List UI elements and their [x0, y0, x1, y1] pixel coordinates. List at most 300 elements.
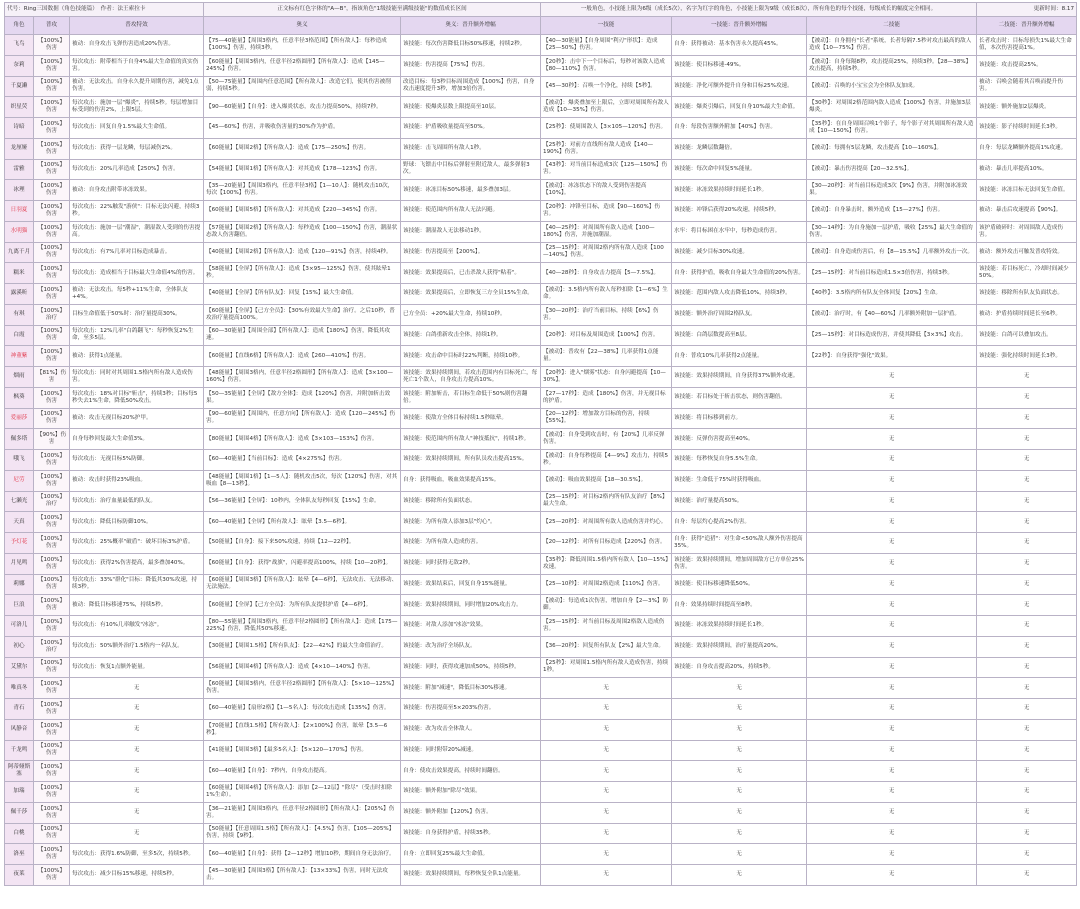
role-name-cell: 奈莉	[5, 55, 34, 76]
normal-attack-cell: 【100%】伤害	[34, 387, 70, 408]
skill-two-upgrade-cell: 无	[977, 802, 1077, 823]
ultimate-cell: 【56能量】【周围4格】【所有敌人】：造成【4×10—140%】伤害。	[204, 657, 401, 678]
skill-table	[4, 2, 1077, 886]
attack-effect-cell: 每次攻击：获得2%伤害提高，最多叠加40%。	[70, 553, 204, 574]
attack-effect-cell: 每次攻击：33%"群化"目标：降低其30%攻速，持续3秒。	[70, 574, 204, 595]
ultimate-upgrade-cell: 自身：立即回复25%最大生命值。	[401, 844, 541, 865]
attack-effect-cell: 每次攻击：造成相当于目标最大生命值4%的伤害。	[70, 263, 204, 284]
skill-one-cell: 无	[541, 823, 672, 844]
skill-one-upgrade-cell: 自身：获得护盾，吸收自身最大生命值的20%伤害。	[672, 263, 807, 284]
skill-two-cell: 【22秒】：自身获得"强化"效果。	[807, 346, 977, 367]
table-row	[5, 429, 1077, 450]
skill-two-upgrade-cell: 无	[977, 429, 1077, 450]
table-row	[5, 574, 1077, 595]
ultimate-upgrade-cell: 该技能：伤害提高至5×203%伤害。	[401, 699, 541, 720]
ultimate-cell: 【60—40能量】【当前目标】：造成【4×275%】伤害。	[204, 450, 401, 471]
ultimate-cell: 【60—30能量】【周围全部】【所有敌人】：造成【180%】伤害，降低其攻速。	[204, 325, 401, 346]
normal-attack-cell: 【90%】伤害	[34, 429, 70, 450]
skill-one-upgrade-cell: 该技能：反弹伤害提高至40%。	[672, 429, 807, 450]
skill-one-cell: 【30—20秒】：治疗当前目标，持续【6%】伤害。	[541, 304, 672, 325]
attack-effect-cell: 被动：降低目标移速75%，持续5秒。	[70, 595, 204, 616]
skill-one-upgrade-cell: 该技能：将目标移到前方。	[672, 408, 807, 429]
skill-two-cell: 无	[807, 450, 977, 471]
skill-one-upgrade-cell: 无	[672, 699, 807, 720]
attack-effect-cell: 每次攻击：附带相当于自身4%最大生命值的真实伤害。	[70, 55, 204, 76]
skill-two-cell: 无	[807, 699, 977, 720]
skill-two-cell: 无	[807, 719, 977, 740]
attack-effect-cell: 无	[70, 699, 204, 720]
skill-one-cell: 无	[541, 740, 672, 761]
table-row	[5, 740, 1077, 761]
ultimate-cell: 【50—75能量】【周围内任意范围】【所有敌人】：改造它们，使其伤害被削弱，持续5秒。	[204, 76, 401, 97]
ultimate-upgrade-cell: 该技能：攻击命中目标时22%判断，持续10秒。	[401, 346, 541, 367]
role-name-cell: 哦飞	[5, 450, 34, 471]
normal-attack-cell: 【100%】伤害	[34, 221, 70, 242]
skill-two-cell: 无	[807, 574, 977, 595]
normal-attack-cell: 【100%】伤害	[34, 740, 70, 761]
skill-two-upgrade-cell: 自身：每层龙鳞额外提高1%攻速。	[977, 138, 1077, 159]
normal-attack-cell: 【100%】伤害	[34, 865, 70, 886]
attack-effect-cell: 每次攻击：恢复1点额外能量。	[70, 657, 204, 678]
ultimate-upgrade-cell: 该技能：使爆炎层数上限提高至10层。	[401, 97, 541, 118]
table-row	[5, 823, 1077, 844]
skill-two-upgrade-cell: 无	[977, 553, 1077, 574]
skill-one-cell: 【25—20秒】：对周围所有敌人造成伤害并灼心。	[541, 512, 672, 533]
skill-two-cell: 无	[807, 512, 977, 533]
skill-one-cell: 无	[541, 782, 672, 803]
attack-effect-cell: 被动：无法攻击。每5秒+11%生命，全体队友+4%。	[70, 284, 204, 305]
ultimate-upgrade-cell: 该技能：效果持续期间，每秒恢复全队1点能量。	[401, 865, 541, 886]
skill-two-upgrade-cell: 无	[977, 491, 1077, 512]
ultimate-cell: 【75—40能量】【周围3格内，任意半径3格范围】【所有敌人】：每秒造成【100%】伤害，持续3秒。	[204, 35, 401, 56]
skill-one-upgrade-cell: 水牢：将目标困在水牢中，每秒造成伤害。	[672, 221, 807, 242]
role-name-cell: 露溪昕	[5, 284, 34, 305]
skill-two-upgrade-cell: 无	[977, 636, 1077, 657]
ultimate-upgrade-cell: 该技能：冰冻目标50%移速，最多叠加3层。	[401, 180, 541, 201]
skill-two-upgrade-cell: 该技能：影子持续时间延长3秒。	[977, 118, 1077, 139]
skill-one-cell: 【25秒】：对周围1.5格内所有敌人造成伤害，持续1秒。	[541, 657, 672, 678]
skill-one-cell: 【27—17秒】：造成【180%】伤害，并无视目标的护盾。	[541, 387, 672, 408]
role-name-cell: 飞鸟	[5, 35, 34, 56]
role-name-cell: 烟雨	[5, 367, 34, 388]
skill-two-cell: 【被动】：自身暴击时，额外造成【15—27%】伤害。	[807, 201, 977, 222]
table-row	[5, 97, 1077, 118]
table-row	[5, 55, 1077, 76]
skill-two-cell: 无	[807, 616, 977, 637]
ultimate-upgrade-cell: 自身：获得吸血，吸血效果提高15%。	[401, 470, 541, 491]
role-name-cell: 白桃	[5, 823, 34, 844]
role-name-cell: 艾黛尔	[5, 657, 34, 678]
table-row	[5, 138, 1077, 159]
normal-attack-cell: 【100%】伤害	[34, 35, 70, 56]
role-name-cell: 雷雅	[5, 159, 34, 180]
attack-effect-cell: 每次攻击：50%额外治疗1.5格内一名队友。	[70, 636, 204, 657]
attack-effect-cell: 每次攻击：25%概率"破盾"：破坏目标3%护盾。	[70, 533, 204, 554]
skill-two-cell: 无	[807, 387, 977, 408]
ultimate-upgrade-cell: 该技能：效果持续期间，所有队员攻击提高15%。	[401, 450, 541, 471]
skill-one-upgrade-cell: 自身：获得被动：基本伤害永久提高45%。	[672, 35, 807, 56]
update-time: 更新时间：8.17	[977, 3, 1077, 17]
skill-one-upgrade-cell: 该技能：每秒恢复自身5.5%生命。	[672, 450, 807, 471]
skill-two-upgrade-cell: 无	[977, 782, 1077, 803]
ultimate-cell: 【90—60能量】【自身】：进入爆炎状态，攻击力提高50%，持续7秒。	[204, 97, 401, 118]
skill-one-upgrade-cell: 该技能：白鸽层数提高至8层。	[672, 325, 807, 346]
skill-two-upgrade-cell: 无	[977, 450, 1077, 471]
attack-effect-cell: 每次攻击：有7%几率对目标造成暴击。	[70, 242, 204, 263]
skill-two-cell: 无	[807, 823, 977, 844]
skill-two-cell: 无	[807, 491, 977, 512]
role-name-cell: 糯米	[5, 263, 34, 284]
ultimate-upgrade-cell: 该技能：为所有敌人造成伤害。	[401, 533, 541, 554]
skill-one-upgrade-cell: 该技能：冰冻效果持续时间延长1秒。	[672, 616, 807, 637]
role-name-cell: 枫葵	[5, 387, 34, 408]
skill-two-upgrade-cell: 无	[977, 512, 1077, 533]
skill-one-upgrade-cell: 无	[672, 761, 807, 782]
ultimate-cell: 【57能量】【周围2格】【所有敌人】：每秒造成【100—150%】伤害，潮湿状态敌人伤害翻倍。	[204, 221, 401, 242]
skill-one-upgrade-cell: 无	[672, 782, 807, 803]
skill-two-cell: 无	[807, 367, 977, 388]
skill-two-upgrade-cell: 被动：暴击几率提高10%。	[977, 159, 1077, 180]
skill-two-cell: 【被动】：自身拥有"长者"系统，长者每隔7.5秒对攻击最高的敌人造成【10—75%】伤害。	[807, 35, 977, 56]
skill-two-cell: 无	[807, 678, 977, 699]
normal-attack-cell: 【100%】伤害	[34, 761, 70, 782]
attack-effect-cell: 每次攻击：治疗血量最低的队友。	[70, 491, 204, 512]
attack-effect-cell: 每次攻击：回复自身1.5%最大生命值。	[70, 118, 204, 139]
attack-effect-cell: 被动：攻击时获得23%吸血。	[70, 470, 204, 491]
skill-two-cell: 无	[807, 429, 977, 450]
skill-one-upgrade-cell: 自身：效果持续时间提高至8秒。	[672, 595, 807, 616]
skill-one-upgrade-cell: 该技能：额外治疗周围2格队友。	[672, 304, 807, 325]
skill-one-cell: 【20秒】：进入"烟雾"状态：自身闪避提高【10—30%】。	[541, 367, 672, 388]
range-note: 正文标有红色字体的"A—B"，指该角色"1级技能至满级技能"的数值成长区间	[204, 3, 541, 17]
normal-attack-cell: 【100%】伤害	[34, 782, 70, 803]
role-name-cell: 七濑光	[5, 491, 34, 512]
skill-two-upgrade-cell: 无	[977, 470, 1077, 491]
column-header-row	[5, 17, 1077, 35]
header-skill-one: 一技能	[541, 17, 672, 35]
role-name-cell: 予灯花	[5, 533, 34, 554]
ultimate-cell: 【58能量】【全屏】【所有敌人】：造成【3×95—125%】伤害，使其眩晕1秒。	[204, 263, 401, 284]
skill-two-upgrade-cell: 无	[977, 387, 1077, 408]
normal-attack-cell: 【100%】伤害	[34, 470, 70, 491]
skill-two-cell: 【30—14秒】：为自身施加一层护盾，吸收【25%】最大生命值的伤害。	[807, 221, 977, 242]
attack-effect-cell: 被动：自身攻击飞弹伤害造成20%伤害。	[70, 35, 204, 56]
ultimate-cell: 【45—60%】伤害，并吸收伤害量的30%作为护盾。	[204, 118, 401, 139]
ultimate-upgrade-cell: 该技能：每次伤害降低目标50%移速，持续2秒。	[401, 35, 541, 56]
ultimate-upgrade-cell: 该技能：效果持续期间，同时增加20%攻击力。	[401, 595, 541, 616]
skill-two-cell: 无	[807, 595, 977, 616]
skill-two-upgrade-cell: 该技能：额外施加2层爆炎。	[977, 97, 1077, 118]
skill-two-upgrade-cell: 被动：召唤会随着其召唤而提升伤害。	[977, 76, 1077, 97]
header-role: 角色	[5, 17, 34, 35]
table-row	[5, 284, 1077, 305]
normal-attack-cell: 【100%】伤害	[34, 346, 70, 367]
table-row	[5, 450, 1077, 471]
role-name-cell: 夜莱	[5, 865, 34, 886]
normal-attack-cell: 【100%】伤害	[34, 180, 70, 201]
skill-two-cell: 无	[807, 802, 977, 823]
role-name-cell: 天真	[5, 512, 34, 533]
skill-one-upgrade-cell: 该技能：生命低于75%时获得吸血。	[672, 470, 807, 491]
skill-one-upgrade-cell: 无	[672, 823, 807, 844]
skill-one-cell: 【40—30能量】【自身周围"利刃"形状】：造成【25—50%】伤害。	[541, 35, 672, 56]
skill-two-cell: 无	[807, 761, 977, 782]
role-name-cell: 佩多塔	[5, 429, 34, 450]
skill-one-cell: 无	[541, 719, 672, 740]
ultimate-cell: 【90—60能量】【周围内，任意方向】【所有敌人】：造成【120—245%】伤害。	[204, 408, 401, 429]
table-row	[5, 242, 1077, 263]
table-row	[5, 159, 1077, 180]
header-skill-two: 二技能	[807, 17, 977, 35]
role-name-cell: 日羽夏	[5, 201, 34, 222]
table-row	[5, 76, 1077, 97]
skill-one-upgrade-cell: 自身：每层灼心提高2%伤害。	[672, 512, 807, 533]
skill-one-cell: 【45—30秒】：召唤一个净化，持续【5秒】。	[541, 76, 672, 97]
skill-two-upgrade-cell: 无	[977, 408, 1077, 429]
role-name-cell: 白霞	[5, 325, 34, 346]
attack-effect-cell: 目标生命值低于50%时：治疗量提高30%。	[70, 304, 204, 325]
ultimate-upgrade-cell: 该技能：效果结束后，回复自身15%能量。	[401, 574, 541, 595]
role-name-cell: 神董紫	[5, 346, 34, 367]
ultimate-cell: 【48能量】【周围3格内，任意半径2格圆形】【所有敌人】：造成【3×100—160%】伤害。	[204, 367, 401, 388]
skill-two-upgrade-cell: 无	[977, 699, 1077, 720]
ultimate-cell: 【48能量】【周围1格】【1—5人】：随机攻击5次，每次【120%】伤害，对其吸血【8—13秒】。	[204, 470, 401, 491]
normal-attack-cell: 【100%】治疗	[34, 491, 70, 512]
attack-effect-cell: 每次攻击：获得1.6%防御，至多5次，持续5秒。	[70, 844, 204, 865]
skill-one-cell: 【43秒】：对当前目标造成3次【125—150%】伤害。	[541, 159, 672, 180]
skill-one-upgrade-cell: 该技能：效果持续期间，自身获得37%额外攻速。	[672, 367, 807, 388]
skill-one-upgrade-cell: 该技能：龙鳞层数翻倍。	[672, 138, 807, 159]
normal-attack-cell: 【100%】伤害	[34, 408, 70, 429]
normal-attack-cell: 【100%】治疗	[34, 636, 70, 657]
ultimate-upgrade-cell: 该技能：效果提高后，已击杀敌人获得"粘着"。	[401, 263, 541, 284]
role-name-cell: 水明猫	[5, 221, 34, 242]
skill-one-cell: 【20秒】：对目标及周围造成【100%】伤害。	[541, 325, 672, 346]
skill-two-cell: 【40秒】：3.5格内所有队友全体回复【20%】生命。	[807, 284, 977, 305]
normal-attack-cell: 【100%】伤害	[34, 450, 70, 471]
skill-two-cell: 无	[807, 844, 977, 865]
ultimate-upgrade-cell: 该技能：同时附带20%减速。	[401, 740, 541, 761]
skill-two-cell: 无	[807, 782, 977, 803]
skill-one-upgrade-cell: 无	[672, 719, 807, 740]
skill-one-cell: 无	[541, 865, 672, 886]
normal-attack-cell: 【100%】伤害	[34, 512, 70, 533]
table-row	[5, 595, 1077, 616]
ultimate-cell: 【40能量】【周围2格】【所有敌人】：造成【120—91%】伤害，持续4秒。	[204, 242, 401, 263]
role-name-cell: 有琪	[5, 304, 34, 325]
skill-data-sheet	[4, 2, 1076, 907]
skill-one-cell: 【25—15秒】：对目标2格内所有队友治疗【8%】最大生命。	[541, 491, 672, 512]
skill-one-upgrade-cell: 该技能：冲锋后获得20%攻速，持续5秒。	[672, 201, 807, 222]
skill-one-cell: 【被动】：冰冻状态下的敌人受到伤害提高【10%】。	[541, 180, 672, 201]
table-row	[5, 699, 1077, 720]
role-name-cell: 冰理	[5, 180, 34, 201]
ultimate-upgrade-cell: 该技能：改为治疗全场队友。	[401, 636, 541, 657]
skill-one-upgrade-cell: 该技能：爆炎引爆后，回复自身10%最大生命值。	[672, 97, 807, 118]
ultimate-cell: 【50能量】【自身】：接下来50%攻速，持续【12—22秒】。	[204, 533, 401, 554]
skill-one-cell: 【20—12秒】：对所有目标造成【220%】伤害。	[541, 533, 672, 554]
skill-one-cell: 【被动】：吸血效果提高【18—30.5%】。	[541, 470, 672, 491]
skill-two-upgrade-cell: 无	[977, 657, 1077, 678]
skill-two-cell: 【25—15秒】：对当前目标造成1.5×3倍伤害，持续3秒。	[807, 263, 977, 284]
role-name-cell: 唯真冬	[5, 678, 34, 699]
table-row	[5, 325, 1077, 346]
table-row	[5, 761, 1077, 782]
skill-two-upgrade-cell: 被动：护盾持续时间延长至6秒。	[977, 304, 1077, 325]
role-name-cell: 巨浪	[5, 595, 34, 616]
table-row	[5, 782, 1077, 803]
attack-effect-cell: 每次攻击：有10%几率触发"冰冻"。	[70, 616, 204, 637]
normal-attack-cell: 【100%】伤害	[34, 76, 70, 97]
skill-one-upgrade-cell: 无	[672, 865, 807, 886]
normal-attack-cell: 【100%】伤害	[34, 201, 70, 222]
table-row	[5, 201, 1077, 222]
ultimate-upgrade-cell: 该技能：附加斩击，若目标生命低于50%则伤害翻倍。	[401, 387, 541, 408]
ultimate-upgrade-cell: 该技能：伤害提高【75%】伤害。	[401, 55, 541, 76]
table-row	[5, 865, 1077, 886]
role-name-cell: 织星荧	[5, 97, 34, 118]
role-name-cell: 尼劳	[5, 470, 34, 491]
attack-effect-cell: 每次攻击：18%对目标"斩击"，持续3秒；目标每5秒失去1%生命，降低50%攻击。	[70, 387, 204, 408]
normal-attack-cell: 【100%】伤害	[34, 533, 70, 554]
ultimate-cell: 【54能量】【周围1格】【所有敌人】：对其造成【178—123%】伤害。	[204, 159, 401, 180]
skill-one-cell: 【20—12秒】：增加敌方目标的伤害，持续【55%】。	[541, 408, 672, 429]
ultimate-cell: 【36—21能量】【周围3格内，任意半径2格圆形】【所有敌人】：【205%】伤害。	[204, 802, 401, 823]
skill-two-upgrade-cell: 无	[977, 865, 1077, 886]
ultimate-upgrade-cell: 该技能：对敌人添加"冰冻"效果。	[401, 616, 541, 637]
skill-one-upgrade-cell: 该技能：效果持续期间，治疗量提高20%。	[672, 636, 807, 657]
table-row	[5, 533, 1077, 554]
table-row	[5, 512, 1077, 533]
ultimate-upgrade-cell: 该技能：同时，获得攻速加成50%，持续5秒。	[401, 657, 541, 678]
normal-attack-cell: 【100%】伤害	[34, 284, 70, 305]
attack-effect-cell: 自身每秒回复最大生命值3%。	[70, 429, 204, 450]
ultimate-cell: 【56—36能量】【全屏】：10秒内，全体队友每秒回复【15%】生命。	[204, 491, 401, 512]
skill-two-cell: 无	[807, 553, 977, 574]
normal-attack-cell: 【100%】伤害	[34, 699, 70, 720]
attack-effect-cell: 无	[70, 761, 204, 782]
role-name-cell: 风静音	[5, 719, 34, 740]
normal-attack-cell: 【100%】伤害	[34, 118, 70, 139]
skill-two-upgrade-cell: 该技能：白鸽可以叠加攻击。	[977, 325, 1077, 346]
role-name-cell: 阿蒂娅斯塞	[5, 761, 34, 782]
skill-one-upgrade-cell: 自身：获得"追猎"：对生命<50%敌人额外伤害提高35%。	[672, 533, 807, 554]
normal-attack-cell: 【100%】伤害	[34, 678, 70, 699]
attack-effect-cell: 每次攻击：减少目标15%移速，持续5秒。	[70, 865, 204, 886]
table-row	[5, 408, 1077, 429]
attack-effect-cell: 无	[70, 678, 204, 699]
skill-two-upgrade-cell: 该技能：移除所有队友负面状态。	[977, 284, 1077, 305]
role-name-cell: 诗暗	[5, 118, 34, 139]
ultimate-upgrade-cell: 该技能：附加"减速"，降低目标30%移速。	[401, 678, 541, 699]
attack-effect-cell: 每次攻击：施加一层"潮湿"，潮湿敌人受到的伤害提高。	[70, 221, 204, 242]
role-name-cell: 青石	[5, 699, 34, 720]
skill-one-upgrade-cell: 该技能：自身攻击提高20%，持续5秒。	[672, 657, 807, 678]
role-name-cell: 龙厘娅	[5, 138, 34, 159]
header-normal-attack: 普攻	[34, 17, 70, 35]
ultimate-cell: 【60能量】【自身】：获得"战旗"，闪避率提高100%，持续【10—20秒】。	[204, 553, 401, 574]
attack-effect-cell: 每次攻击：降低目标防御10%。	[70, 512, 204, 533]
normal-attack-cell: 【100%】治疗	[34, 304, 70, 325]
header-ultimate: 奥义	[204, 17, 401, 35]
skill-one-cell: 【25—10秒】：对周围2格造成【110%】伤害。	[541, 574, 672, 595]
role-name-cell: 月见鸣	[5, 553, 34, 574]
skill-one-cell: 【35秒】：降低周围1.5格内所有敌人【10—15%】攻速。	[541, 553, 672, 574]
attack-effect-cell: 每次攻击：20%几率造成【250%】伤害。	[70, 159, 204, 180]
skill-two-upgrade-cell: 该护盾破碎时：对周围敌人造成伤害。	[977, 221, 1077, 242]
ultimate-cell: 【60—40能量】【全屏】【所有敌人】：眩晕【3.5—6秒】。	[204, 512, 401, 533]
skill-two-cell: 【25—15秒】：对目标造成伤害，并使其降低【3×3%】攻击。	[807, 325, 977, 346]
skill-two-upgrade-cell: 无	[977, 823, 1077, 844]
normal-attack-cell: 【100%】伤害	[34, 325, 70, 346]
skill-two-upgrade-cell: 无	[977, 616, 1077, 637]
ultimate-upgrade-cell: 该技能：额外附加"除尽"效果。	[401, 782, 541, 803]
skill-one-cell: 【25秒】：使周围敌人【3×105—120%】伤害。	[541, 118, 672, 139]
skill-one-cell: 【被动】：自身每秒提高【4—9%】攻击力，持续5秒。	[541, 450, 672, 471]
skill-one-upgrade-cell: 该技能：使目标移速-49%。	[672, 55, 807, 76]
normal-attack-cell: 【100%】伤害	[34, 844, 70, 865]
skill-one-cell: 【40—25秒】：对周围所有敌人造成【100—180%】伤害，并施加潮湿。	[541, 221, 672, 242]
skill-one-upgrade-cell: 自身：普攻10%几率获得2点能量。	[672, 346, 807, 367]
skill-two-upgrade-cell: 被动：额外攻击可触发普攻特效。	[977, 242, 1077, 263]
skill-two-cell: 无	[807, 657, 977, 678]
table-row	[5, 35, 1077, 56]
skill-two-upgrade-cell: 该技能：攻击提高25%。	[977, 55, 1077, 76]
attack-effect-cell: 每次攻击：无视目标5%防御。	[70, 450, 204, 471]
normal-attack-cell: 【81%】伤害	[34, 367, 70, 388]
normal-attack-cell: 【100%】伤害	[34, 823, 70, 844]
ultimate-upgrade-cell: 自身：使攻击效果提高，持续时间翻倍。	[401, 761, 541, 782]
ultimate-cell: 【60—40能量】【自身】：获得【2—12秒】增加10秒，期间自身无法治疗。	[204, 844, 401, 865]
ultimate-upgrade-cell: 该技能：使范围内所有敌人无法闪避。	[401, 201, 541, 222]
ultimate-upgrade-cell: 该技能：潮湿敌人无法移动1秒。	[401, 221, 541, 242]
ultimate-upgrade-cell: 该技能：效果提高后，立即恢复三方全员15%生命。	[401, 284, 541, 305]
legend-note: 一般角色，小技能上限为6级（成长5次），名字为红字的角色，小技能上限为9级（成长8次），所有角色的每个技能，每级成长的幅度完全相同。	[541, 3, 977, 17]
header-skill-one-upgrade: 一技能：晋升额外增幅	[672, 17, 807, 35]
ultimate-upgrade-cell: 该技能：伤害提高至【200%】。	[401, 242, 541, 263]
normal-attack-cell: 【100%】伤害	[34, 159, 70, 180]
table-row	[5, 263, 1077, 284]
skill-one-cell: 【25—15秒】：对当前目标及周围2格敌人造成伤害。	[541, 616, 672, 637]
normal-attack-cell: 【100%】伤害	[34, 553, 70, 574]
ultimate-cell: 【50能量】【任意周围1.5格】【所有敌人】：【4.5%】伤害，【105—205%】伤害，持续【9秒】。	[204, 823, 401, 844]
ultimate-upgrade-cell: 该技能：额外附加【120%】伤害。	[401, 802, 541, 823]
role-name-cell: 佩千莎	[5, 802, 34, 823]
ultimate-cell: 【80能量】【周围4格】【所有敌人】：造成【3×103—153%】伤害。	[204, 429, 401, 450]
ultimate-upgrade-cell: 该技能：同时获得无敌2秒。	[401, 553, 541, 574]
skill-one-upgrade-cell: 该技能：每次命中回复5%能量。	[672, 159, 807, 180]
table-row	[5, 387, 1077, 408]
skill-two-cell: 【30秒】：对周围2格范围内敌人造成【100%】伤害，并施加3层爆炎。	[807, 97, 977, 118]
ultimate-cell: 【60—40能量】【扇形2格】【1—5名人】：每次攻击造成【135%】伤害。	[204, 699, 401, 720]
skill-one-upgrade-cell: 该技能：治疗量提高50%。	[672, 491, 807, 512]
attack-effect-cell: 被动：自身攻击附带冰冻效果。	[70, 180, 204, 201]
normal-attack-cell: 【100%】伤害	[34, 55, 70, 76]
ultimate-cell: 【60能量】【周围3格】【所有敌人】：眩晕【4—6秒】，无法攻击、无法移动、无法施法。	[204, 574, 401, 595]
ultimate-cell: 【60能量】【全屏】【己方全员】：【30%有效最大生命】治疗。之后10秒，普攻治疗量提高100%。	[204, 304, 401, 325]
header-attack-effect: 普攻特效	[70, 17, 204, 35]
skill-two-cell: 【30—20秒】：对当前目标造成3次【9%】伤害，并附加冰冻效果。	[807, 180, 977, 201]
skill-one-upgrade-cell: 自身：每段伤害额外附加【40%】伤害。	[672, 118, 807, 139]
table-row	[5, 616, 1077, 637]
ultimate-cell: 【60—40能量】【自身】：7秒内，自身攻击提高。	[204, 761, 401, 782]
skill-two-cell: 无	[807, 865, 977, 886]
skill-one-upgrade-cell: 该技能：冰冻效果持续时间延长1秒。	[672, 180, 807, 201]
normal-attack-cell: 【100%】伤害	[34, 97, 70, 118]
ultimate-cell: 【60能量】【周围5格】【所有敌人】：对其造成【220—345%】伤害。	[204, 201, 401, 222]
skill-two-cell: 【被动】：自身每隔8秒，攻击提高25%，持续3秒。【28—38%】攻击提高，持续5秒。	[807, 55, 977, 76]
header-ultimate-upgrade: 奥义：晋升额外增幅	[401, 17, 541, 35]
